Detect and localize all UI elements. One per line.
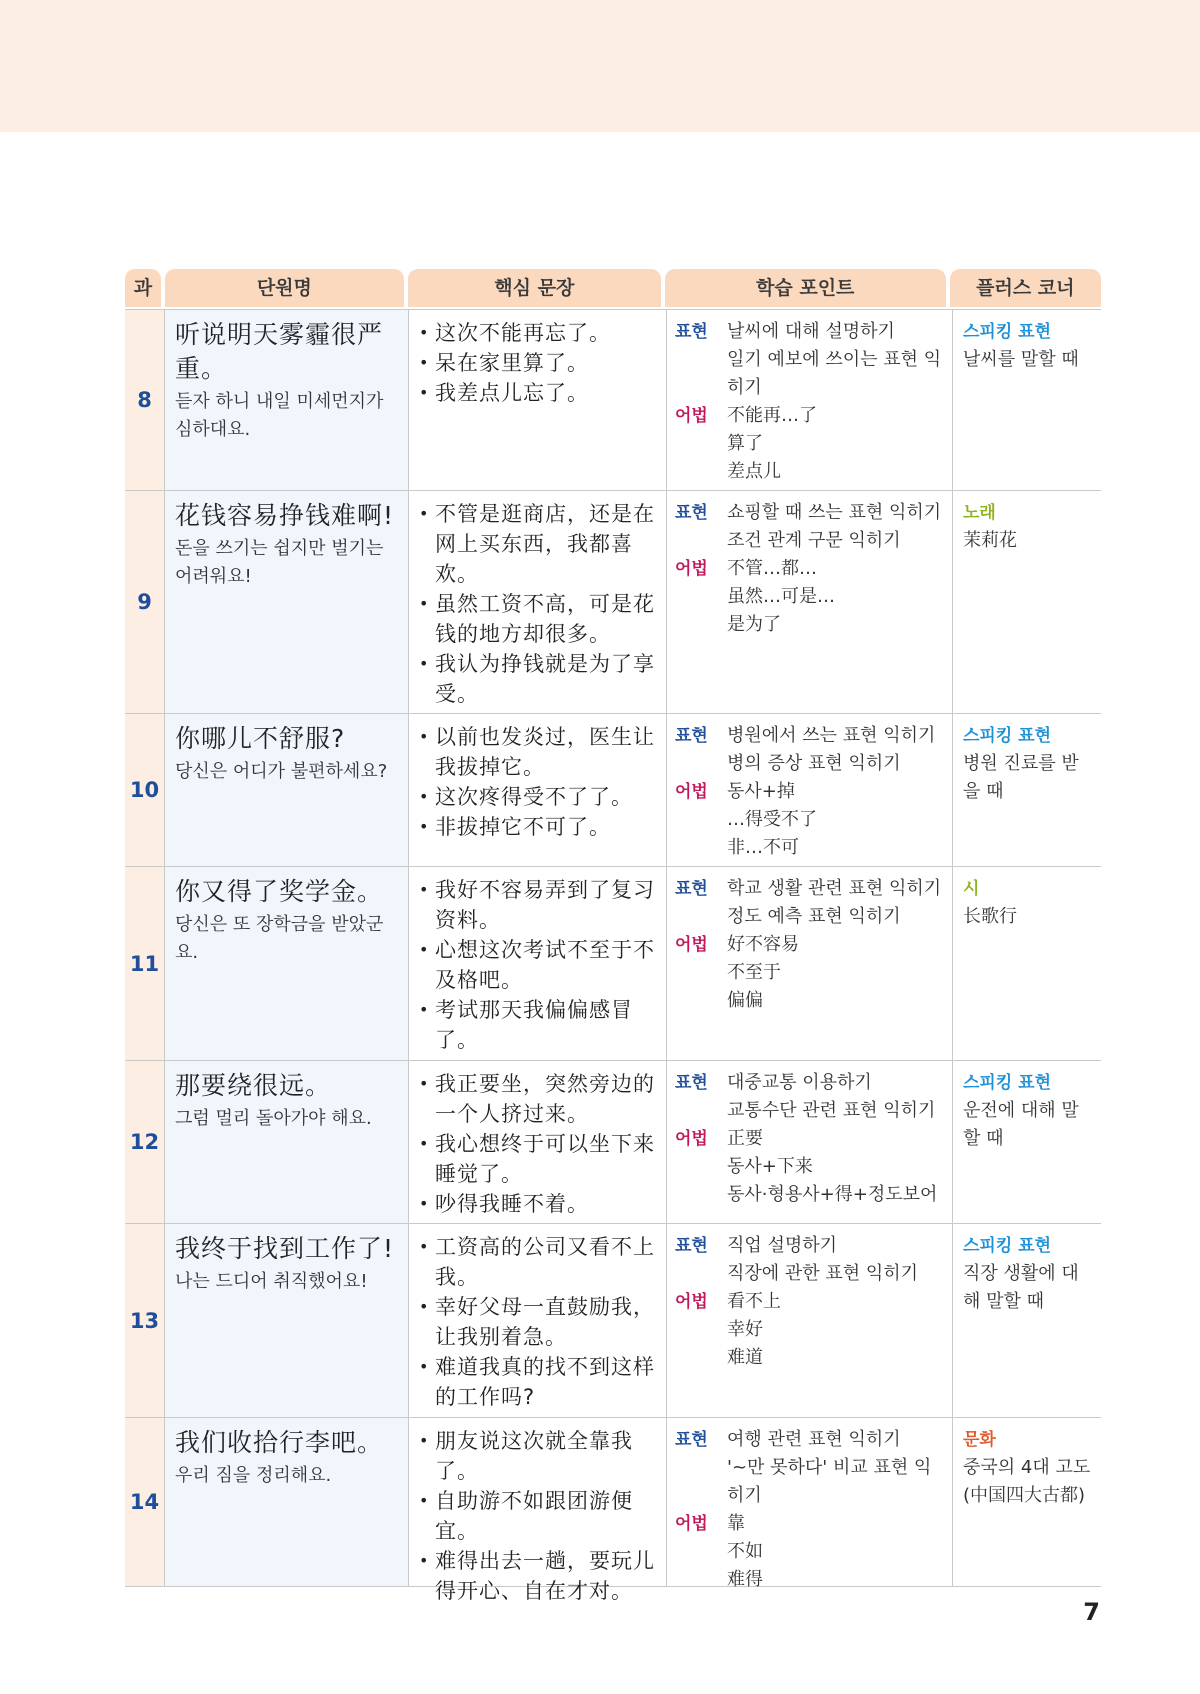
unit-title-korean: 돈을 쓰기는 쉽지만 벌기는 어려워요!	[175, 538, 384, 587]
grammar-item: 幸好	[727, 1319, 763, 1340]
lesson-number: 14	[125, 1418, 164, 1586]
key-sentence-text: 这次不能再忘了。	[435, 321, 611, 345]
unit-title	[164, 491, 408, 713]
grammar-item: 동사·형용사+得+정도보어	[727, 1184, 938, 1205]
key-sentence	[419, 318, 658, 348]
bullet-icon: •	[419, 1357, 430, 1376]
key-sentence-text: 吵得我睡不着。	[435, 1192, 589, 1216]
grammar-item: 算了	[727, 433, 763, 454]
expression-item: 교통수단 관련 표현 익히기	[727, 1100, 936, 1121]
key-sentences	[408, 714, 666, 866]
bullet-icon: •	[419, 1134, 430, 1153]
key-sentence-text: 以前也发炎过，医生让我拔掉它。	[435, 725, 655, 779]
key-sentence-text: 考试那天我偏偏感冒了。	[435, 998, 633, 1052]
learning-points	[666, 310, 952, 490]
unit-title	[164, 1418, 408, 1586]
grammar-label: 어법	[675, 935, 708, 955]
key-sentences	[408, 1061, 666, 1223]
table-header	[125, 269, 1101, 309]
expression-label: 표현	[675, 879, 708, 899]
plus-corner	[952, 1418, 1101, 1586]
unit-title	[164, 1224, 408, 1417]
grammar-item: 难得	[727, 1569, 763, 1590]
lesson-number: 11	[125, 867, 164, 1060]
grammar-item: 不至于	[727, 962, 781, 983]
plus-corner-label: 스피킹 표현	[963, 322, 1052, 342]
plus-corner-text: 茉莉花	[963, 530, 1017, 551]
plus-corner	[952, 1061, 1101, 1223]
expression-item: 날씨에 대해 설명하기	[727, 321, 895, 342]
key-sentences	[408, 1224, 666, 1417]
table-row	[125, 491, 1101, 714]
bullet-icon: •	[419, 1000, 430, 1019]
bullet-icon: •	[419, 940, 430, 959]
key-sentences	[408, 491, 666, 713]
grammar-group	[675, 1510, 946, 1594]
grammar-item: 差点儿	[727, 461, 781, 482]
expression-item: '~만 못하다' 비교 표현 익히기	[727, 1457, 932, 1506]
plus-corner	[952, 1224, 1101, 1417]
grammar-item: 非…不可	[727, 837, 799, 858]
key-sentence-text: 工资高的公司又看不上我。	[435, 1235, 655, 1289]
plus-corner-text: 날씨를 말할 때	[963, 349, 1079, 370]
expression-label: 표현	[675, 1236, 708, 1256]
expression-group	[675, 499, 946, 555]
table-row	[125, 1061, 1101, 1224]
lesson-number: 13	[125, 1224, 164, 1417]
grammar-item: 好不容易	[727, 934, 799, 955]
expression-item: 일기 예보에 쓰이는 표현 익히기	[727, 349, 942, 398]
key-sentence	[419, 1546, 658, 1606]
expression-label: 표현	[675, 1073, 708, 1093]
table-row	[125, 714, 1101, 867]
bullet-icon: •	[419, 323, 430, 342]
grammar-item: 是为了	[727, 614, 781, 635]
expression-item: 조건 관계 구문 익히기	[727, 530, 901, 551]
bullet-icon: •	[419, 504, 430, 523]
learning-points	[666, 1061, 952, 1223]
grammar-label: 어법	[675, 406, 708, 426]
expression-group	[675, 875, 946, 931]
key-sentence	[419, 875, 658, 935]
key-sentence-text: 难道我真的找不到这样的工作吗?	[435, 1355, 655, 1409]
grammar-item: 동사+掉	[727, 781, 795, 802]
unit-title-korean: 당신은 또 장학금을 받았군요.	[175, 914, 384, 963]
key-sentence	[419, 1486, 658, 1546]
unit-title-chinese: 我们收拾行李吧。	[175, 1428, 384, 1457]
key-sentences	[408, 1418, 666, 1603]
bullet-icon: •	[419, 1237, 430, 1256]
plus-corner	[952, 491, 1101, 713]
expression-item: 대중교통 이용하기	[727, 1072, 872, 1093]
table-row	[125, 1224, 1101, 1418]
unit-title-korean: 우리 짐을 정리해요.	[175, 1465, 332, 1486]
key-sentence	[419, 1426, 658, 1486]
key-sentence	[419, 1069, 658, 1129]
key-sentence-text: 我好不容易弄到了复习资料。	[435, 878, 655, 932]
learning-points	[666, 867, 952, 1060]
key-sentence	[419, 499, 658, 589]
unit-title-korean: 듣자 하니 내일 미세먼지가 심하대요.	[175, 391, 384, 440]
header-key-sentences: 핵심 문장	[408, 269, 661, 307]
key-sentence	[419, 782, 658, 812]
bullet-icon: •	[419, 880, 430, 899]
key-sentence	[419, 812, 658, 842]
key-sentence-text: 我差点儿忘了。	[435, 381, 589, 405]
unit-title	[164, 310, 408, 490]
grammar-item: 看不上	[727, 1291, 781, 1312]
key-sentence-text: 我认为挣钱就是为了享受。	[435, 652, 655, 706]
plus-corner-label: 노래	[963, 503, 996, 523]
grammar-label: 어법	[675, 1514, 708, 1534]
plus-corner	[952, 310, 1101, 490]
key-sentence-text: 虽然工资不高，可是花钱的地方却很多。	[435, 592, 655, 646]
unit-title-korean: 그럼 멀리 돌아가야 해요.	[175, 1108, 372, 1129]
key-sentence	[419, 1189, 658, 1219]
key-sentence-text: 呆在家里算了。	[435, 351, 589, 375]
bullet-icon: •	[419, 1551, 430, 1570]
expression-item: 학교 생활 관련 표현 익히기	[727, 878, 942, 899]
grammar-group	[675, 555, 946, 639]
bullet-icon: •	[419, 1194, 430, 1213]
unit-title-korean: 나는 드디어 취직했어요!	[175, 1271, 368, 1292]
key-sentence-text: 不管是逛商店，还是在网上买东西，我都喜欢。	[435, 502, 655, 586]
expression-label: 표현	[675, 503, 708, 523]
expression-item: 정도 예측 표현 익히기	[727, 906, 901, 927]
grammar-item: 不如	[727, 1541, 763, 1562]
grammar-item: 虽然…可是…	[727, 586, 835, 607]
page-number: 7	[1083, 1598, 1100, 1626]
key-sentence	[419, 1352, 658, 1412]
key-sentence-text: 难得出去一趟，要玩儿得开心、自在才对。	[435, 1549, 655, 1603]
expression-group	[675, 1426, 946, 1510]
bullet-icon: •	[419, 1491, 430, 1510]
unit-title-chinese: 那要绕很远。	[175, 1071, 332, 1100]
unit-title	[164, 1061, 408, 1223]
expression-item: 쇼핑할 때 쓰는 표현 익히기	[727, 502, 942, 523]
header-unit: 단원명	[165, 269, 404, 307]
key-sentence	[419, 935, 658, 995]
key-sentence	[419, 589, 658, 649]
bullet-icon: •	[419, 727, 430, 746]
table-row	[125, 867, 1101, 1061]
key-sentences	[408, 867, 666, 1060]
unit-title-chinese: 我终于找到工作了!	[175, 1234, 395, 1263]
grammar-item: 正要	[727, 1128, 763, 1149]
unit-title-chinese: 听说明天雾霾很严重。	[175, 320, 384, 383]
bullet-icon: •	[419, 1074, 430, 1093]
plus-corner	[952, 867, 1101, 1060]
lesson-number: 8	[125, 310, 164, 490]
expression-item: 병원에서 쓰는 표현 익히기	[727, 725, 936, 746]
learning-points	[666, 1224, 952, 1417]
expression-item: 직업 설명하기	[727, 1235, 838, 1256]
table-body	[125, 309, 1101, 1603]
key-sentence-text: 自助游不如跟团游便宜。	[435, 1489, 633, 1543]
key-sentence	[419, 1292, 658, 1352]
unit-title-korean: 당신은 어디가 불편하세요?	[175, 761, 388, 782]
key-sentence-text: 这次疼得受不了了。	[435, 785, 633, 809]
lesson-number: 9	[125, 491, 164, 713]
grammar-group	[675, 778, 946, 862]
plus-corner-label: 스피킹 표현	[963, 726, 1052, 746]
unit-title-chinese: 你又得了奖学金。	[175, 877, 384, 906]
lesson-number: 12	[125, 1061, 164, 1223]
grammar-group	[675, 402, 946, 486]
key-sentence	[419, 348, 658, 378]
grammar-item: 不能再…了	[727, 405, 817, 426]
key-sentence-text: 心想这次考试不至于不及格吧。	[435, 938, 655, 992]
learning-points	[666, 491, 952, 713]
plus-corner-label: 시	[963, 879, 980, 899]
lesson-number: 10	[125, 714, 164, 866]
expression-group	[675, 722, 946, 778]
key-sentence	[419, 1232, 658, 1292]
bullet-icon: •	[419, 594, 430, 613]
unit-title-chinese: 你哪儿不舒服?	[175, 724, 346, 753]
plus-corner-text: 직장 생활에 대해 말할 때	[963, 1263, 1079, 1312]
key-sentence-text: 朋友说这次就全靠我了。	[435, 1429, 633, 1483]
grammar-item: 靠	[727, 1513, 745, 1534]
learning-points	[666, 1418, 952, 1590]
key-sentence	[419, 995, 658, 1055]
table-row	[125, 1418, 1101, 1603]
unit-title-chinese: 花钱容易挣钱难啊!	[175, 501, 395, 530]
expression-label: 표현	[675, 322, 708, 342]
plus-corner-text: 长歌行	[963, 906, 1017, 927]
expression-group	[675, 1232, 946, 1288]
table-row	[125, 309, 1101, 491]
plus-corner-label: 스피킹 표현	[963, 1073, 1052, 1093]
bullet-icon: •	[419, 1297, 430, 1316]
plus-corner-text: 병원 진료를 받을 때	[963, 753, 1079, 802]
header-lesson: 과	[125, 269, 161, 307]
bullet-icon: •	[419, 787, 430, 806]
unit-title	[164, 714, 408, 866]
key-sentence	[419, 1129, 658, 1189]
grammar-item: …得受不了	[727, 809, 817, 830]
grammar-group	[675, 1125, 946, 1209]
plus-corner-label: 스피킹 표현	[963, 1236, 1052, 1256]
plus-corner-text: 운전에 대해 말할 때	[963, 1100, 1079, 1149]
expression-label: 표현	[675, 726, 708, 746]
grammar-label: 어법	[675, 1292, 708, 1312]
key-sentences	[408, 310, 666, 490]
grammar-label: 어법	[675, 559, 708, 579]
unit-title	[164, 867, 408, 1060]
grammar-label: 어법	[675, 1129, 708, 1149]
plus-corner-label: 문화	[963, 1430, 996, 1450]
plus-corner-text: 중국의 4대 고도 (中国四大古都)	[963, 1457, 1091, 1506]
grammar-item: 동사+下来	[727, 1156, 813, 1177]
grammar-item: 偏偏	[727, 990, 763, 1011]
grammar-group	[675, 931, 946, 1015]
key-sentence-text: 幸好父母一直鼓励我，让我别着急。	[435, 1295, 655, 1349]
bullet-icon: •	[419, 353, 430, 372]
header-learning-points: 학습 포인트	[665, 269, 946, 307]
key-sentence-text: 我正要坐，突然旁边的一个人挤过来。	[435, 1072, 655, 1126]
expression-label: 표현	[675, 1430, 708, 1450]
learning-points	[666, 714, 952, 866]
expression-group	[675, 1069, 946, 1125]
expression-item: 여행 관련 표현 익히기	[727, 1429, 901, 1450]
key-sentence	[419, 649, 658, 709]
key-sentence	[419, 722, 658, 782]
bullet-icon: •	[419, 817, 430, 836]
key-sentence-text: 我心想终于可以坐下来睡觉了。	[435, 1132, 655, 1186]
grammar-group	[675, 1288, 946, 1372]
grammar-label: 어법	[675, 782, 708, 802]
contents-table	[125, 269, 1101, 1603]
plus-corner	[952, 714, 1101, 866]
grammar-item: 不管…都…	[727, 558, 817, 579]
expression-item: 병의 증상 표현 익히기	[727, 753, 901, 774]
expression-item: 직장에 관한 표현 익히기	[727, 1263, 919, 1284]
expression-group	[675, 318, 946, 402]
grammar-item: 难道	[727, 1347, 763, 1368]
bullet-icon: •	[419, 654, 430, 673]
key-sentence-text: 非拔掉它不可了。	[435, 815, 611, 839]
key-sentence	[419, 378, 658, 408]
top-band	[0, 0, 1200, 132]
header-plus-corner: 플러스 코너	[950, 269, 1101, 307]
bullet-icon: •	[419, 1431, 430, 1450]
bullet-icon: •	[419, 383, 430, 402]
